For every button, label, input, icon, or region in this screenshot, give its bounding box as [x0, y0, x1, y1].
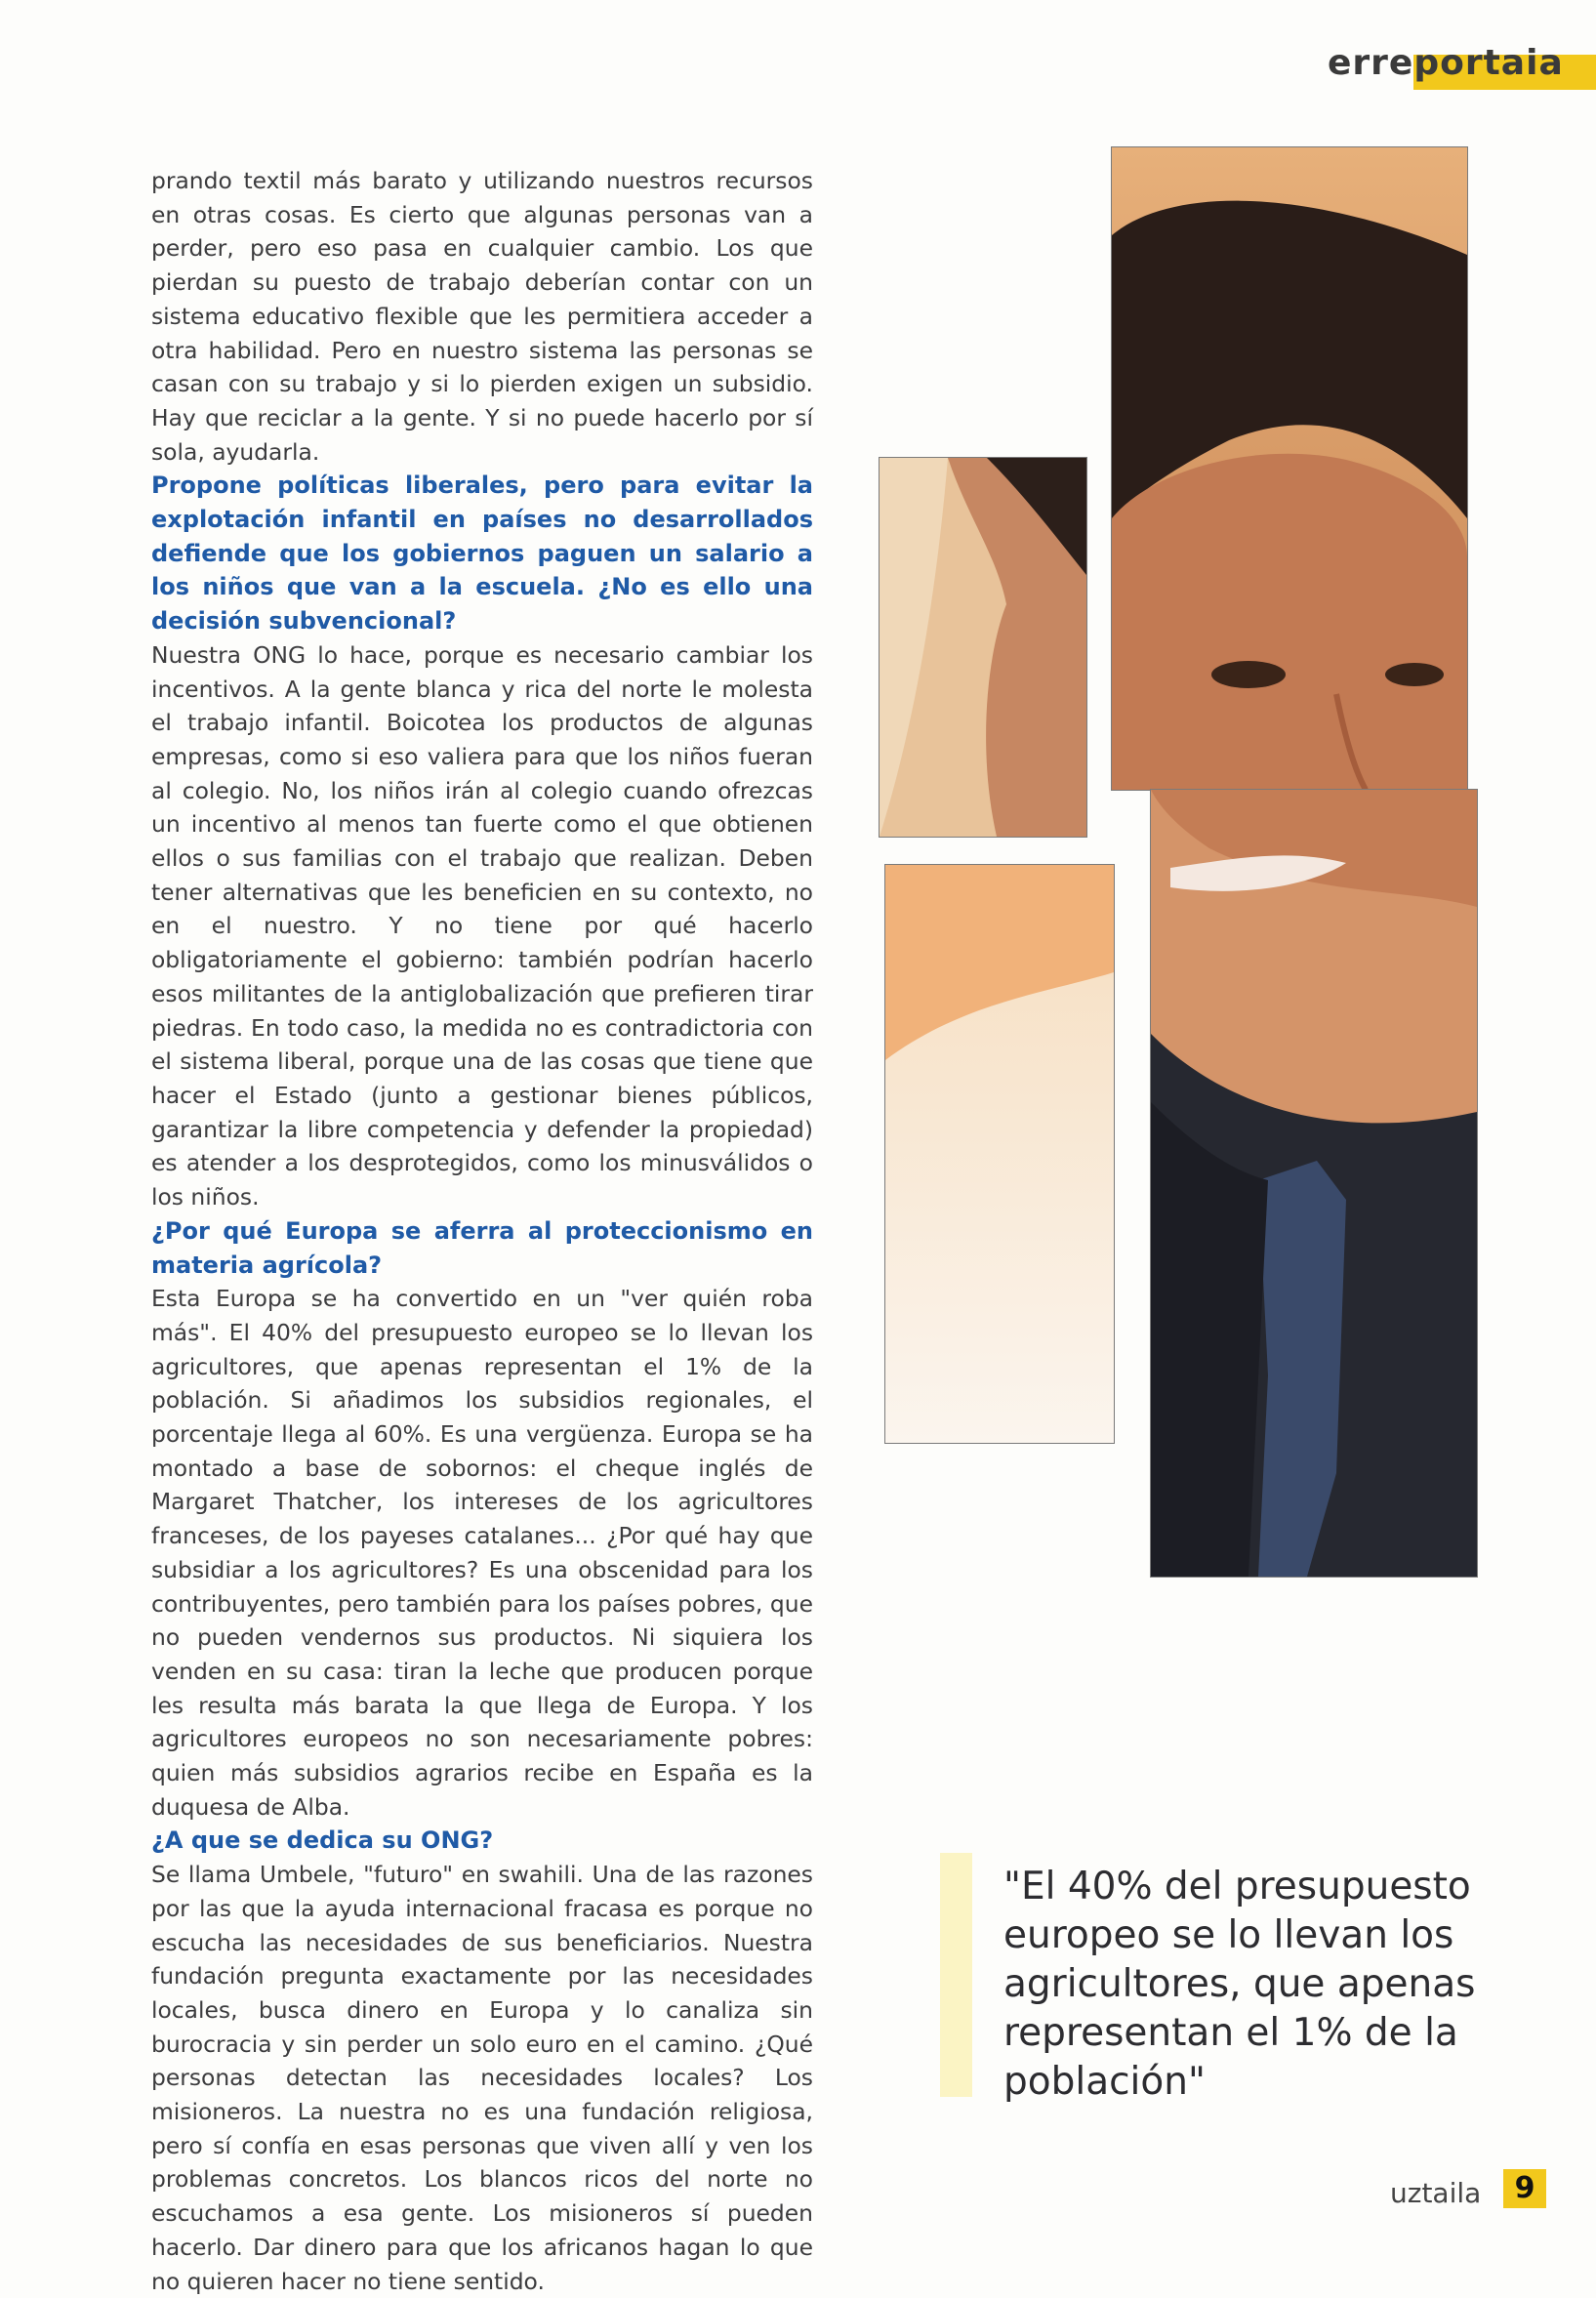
- photo-portrait-side: [879, 457, 1087, 838]
- photo-portrait-top: [1111, 146, 1468, 791]
- portrait-face-image: [1112, 147, 1467, 790]
- interview-question: ¿A que se dedica su ONG?: [151, 1826, 494, 1855]
- shoulder-image: [885, 865, 1114, 1443]
- footer-month: uztaila: [1390, 2177, 1482, 2209]
- portrait-mouth-tie-image: [1151, 790, 1477, 1577]
- section-label: [1328, 43, 1564, 83]
- interview-question: Propone políticas liberales, pero para evitar la explotación infantil en países no desarrollados defiende que los gobiernos paguen un salario a los niños que van a la escuela. ¿No es ello una decisión subvencional?: [151, 472, 813, 636]
- section-label-text: erreportaia: [1328, 43, 1564, 83]
- interview-question: ¿Por qué Europa se aferra al proteccionismo en materia agrícola?: [151, 1216, 813, 1279]
- page-number: 9: [1503, 2169, 1546, 2208]
- article-body: [151, 164, 813, 2298]
- answer-paragraph: prando textil más barato y utilizando nuestros recursos en otras cosas. Es cierto que algunas personas van a perder, pero eso pasa en cualquier cambio. Los que pierdan su puesto de trabajo deberían contar con un sistema educativo flexible que les permitiera acceder a otra habilidad. Pero en nuestro sistema las personas se casan con su trabajo y si lo pierden exigen un subsidio. Hay que reciclar a la gente. Y si no puede hacerlo por sí sola, ayudarla.: [151, 167, 813, 466]
- answer-paragraph: Esta Europa se ha convertido en un "ver quién roba más". El 40% del presupuesto europeo se lo llevan los agricultores, que apenas representan el 1% de la población. Si añadimos los subsidios regionales, el porcentaje llega al 60%. Es una vergüenza. Europa se ha montado a base de sobornos: el cheque inglés de Margaret Thatcher, los intereses de los agricultores franceses, de los payeses catalanes... ¿Por qué hay que subsidiar a los agricultores? Es una obscenidad para los contribuyentes, pero también para los países pobres, que no pueden vendernos sus productos. Ni siquiera los venden en su casa: tiran la leche que producen porque les resulta más barata la que llega de Europa. Y los agricultores europeos no son necesariamente pobres: quien más subsidios agrarios recibe en España es la duquesa de Alba.: [151, 1285, 813, 1821]
- pull-quote: "El 40% del presupuesto europeo se lo llevan los agricultores, que apenas representan el 1% de la población": [1003, 1865, 1476, 2104]
- pull-quote-bar: [940, 1853, 972, 2097]
- photo-portrait-bottom: [1150, 789, 1478, 1578]
- answer-paragraph: Se llama Umbele, "futuro" en swahili. Una de las razones por las que la ayuda internacional fracasa es porque no escucha las necesidades de sus beneficiarios. Nuestra fundación pregunta exactamente por las necesidades locales, busca dinero en Europa y lo canaliza sin burocracia y sin perder un solo euro en el camino. ¿Qué personas detectan las necesidades locales? Los misioneros. La nuestra no es una fundación religiosa, pero sí confía en esas personas que viven allí y ven los problemas concretos. Los blancos ricos del norte no escuchamos a esa gente. Los misioneros sí pueden hacerlo. Dar dinero para que los africanos hagan lo que no quieren hacer no tiene sentido.: [151, 1861, 813, 2295]
- portrait-profile-image: [880, 458, 1086, 837]
- photo-shoulder: [884, 864, 1115, 1444]
- answer-paragraph: Nuestra ONG lo hace, porque es necesario cambiar los incentivos. A la gente blanca y rica del norte le molesta el trabajo infantil. Boicotea los productos de algunas empresas, como si eso valiera para que los niños fueran al colegio. No, los niños irán al colegio cuando ofrezcas un incentivo al menos tan fuerte como el que obtienen ellos o sus familias con el trabajo que realizan. Deben tener alternativas que les beneficien en su contexto, no en el nuestro. Y no tiene por qué hacerlo obligatoriamente el gobierno: también podrían hacerlo esos militantes de la antiglobalización que prefieren tirar piedras. En todo caso, la medida no es contradictoria con el sistema liberal, porque una de las cosas que tiene que hacer el Estado (junto a gestionar bienes públicos, garantizar la libre competencia y defender la propiedad) es atender a los desprotegidos, como los minusválidos o los niños.: [151, 640, 813, 1211]
